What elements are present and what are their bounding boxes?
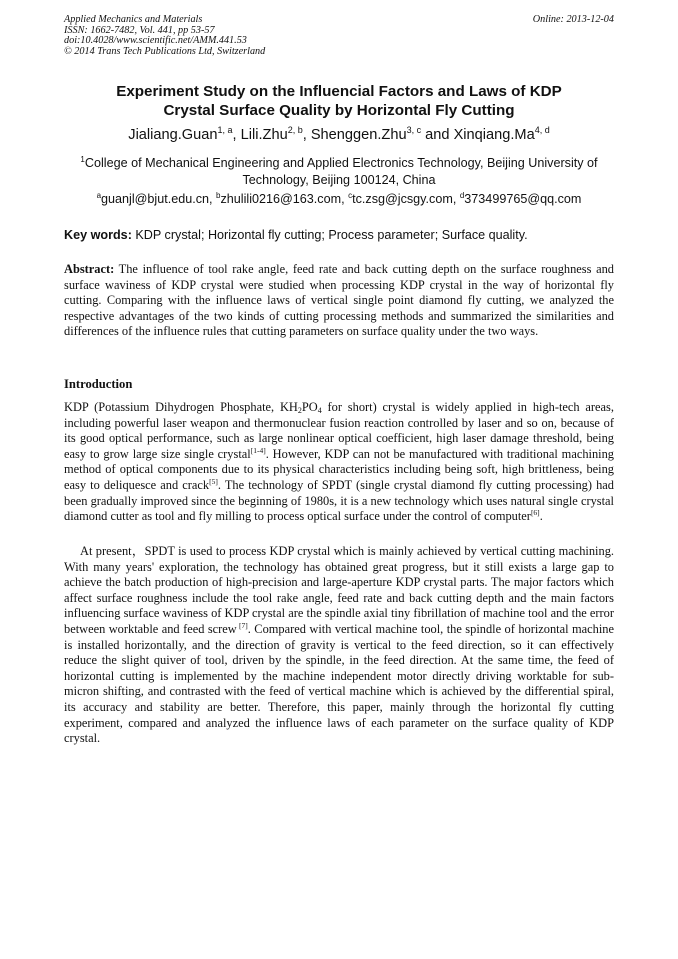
author-affiliation-marker: 4, d	[534, 125, 550, 135]
author	[454, 127, 550, 143]
author-name: Jialiang.Guan	[128, 127, 218, 143]
online-date: Online: 2013-12-04	[532, 14, 614, 25]
paper-title-line-2: Crystal Surface Quality by Horizontal Fly Cutting	[163, 102, 515, 119]
email-list	[64, 192, 614, 206]
email[interactable]: $^b$zhulili0216@163.com,	[216, 191, 349, 206]
paper-title-line-1: Experiment Study on the Influencial Factors and Laws of KDP	[116, 83, 562, 100]
keywords-label: Key words:	[64, 228, 132, 242]
author-name: Xinqiang.Ma	[453, 127, 535, 143]
author-list	[64, 127, 614, 143]
citation-ref[interactable]: [7]	[236, 620, 248, 630]
journal-name: Applied Mechanics and Materials	[64, 14, 203, 25]
email[interactable]: $^a$guanjl@bjut.edu.cn,	[96, 191, 217, 206]
copyright-line: © 2014 Trans Tech Publications Ltd, Switzerland	[64, 45, 266, 57]
citation-ref[interactable]: [5]	[209, 476, 218, 486]
issn-line: ISSN: 1662-7482, Vol. 441, pp 53-57	[64, 24, 215, 36]
intro-paragraph-2: At present，SPDT is used to process KDP crystal which is mainly achieved by vertical cutting machining. With many years' exploration, the technology has obtained great progress, but it still exists a large gap to achieve the batch production of high-precision and large-aperture KDP crystal parts. The major factors which affect surface roughness include the tool rake angle, feed rate and back cutting depth and the main factors influencing surface waviness of KDP crystal are the spindle axial tiny fibrillation of machine tool and the error between worktable and feed screw [7]. Compared with vertical machine tool, the spindle of horizontal machine is installed horizontally, and the direction of gravity is vertical to the feed direction, so it can effectively reduce the slight quiver of tool, driven by the spindle, in the feed direction. At the same time, the feed of horizontal cutting is implemented by the machine independent motor directly driving worktable for sub-micron shifting, and contrasted with the feed of vertical machine which is achieved by the differential spiral, its accuracy and stability are better. Therefore, this paper, mainly through the horizontal fly cutting experiment, compared and analyzed the influence laws of each parameter on the surface quality of KDP crystal.	[64, 544, 614, 746]
abstract-label: Abstract:	[64, 262, 115, 276]
author-affiliation-marker: 1, a	[217, 125, 233, 135]
affiliation-line-2: Technology, Beijing 100124, China	[242, 173, 436, 187]
author-separator: ,	[232, 127, 241, 143]
abstract	[64, 262, 614, 340]
citation-ref[interactable]: [1-4]	[250, 445, 266, 455]
affiliation	[64, 155, 614, 189]
email[interactable]: $^d$373499765@qq.com	[459, 191, 582, 206]
abstract-text: The influence of tool rake angle, feed rate and back cutting depth on the surface roughness and surface waviness of KDP crystal were studied when processing KDP crystal in the way of horizontal fly cutting. Comparing with the influence laws of vertical single point diamond fly cutting, we analyzed the respective advantages of the two kinds of cutting processing methods and summarized the similarities and differences of the influence rules that cutting parameters on surface quality under the two ways.	[64, 262, 614, 339]
email[interactable]: $^c$tc.zsg@jcsgy.com,	[348, 191, 460, 206]
keywords	[64, 228, 624, 242]
intro-paragraph-1: KDP (Potassium Dihydrogen Phosphate, $KH_2PO_4$ for short) crystal is widely applied in high-tech areas, including powerful laser weapon and thermonuclear fusion reaction controlled by laser and so on, because of its good optical performance, such as large nonlinear optical coefficient, high laser damage threshold, being easy to grow large size single crystal[1-4]. However, KDP can not be manufactured with traditional machining method of optical components due to its physical characteristics including being soft, high brittleness, being easy to deliquesce and crack[5]. The technology of SPDT (single crystal diamond fly cutting processing) had been gradually improved since the beginning of 1980s, it is a new technology which uses natural single crystal diamond cutter as tool and fly milling to process optical surface under the control of computer[6].	[64, 400, 614, 524]
paper-title	[64, 82, 614, 120]
author	[311, 127, 454, 143]
affiliation-marker: 1	[80, 155, 85, 164]
publication-metadata	[64, 15, 265, 57]
author-name: Shenggen.Zhu	[310, 127, 407, 143]
author-name: Lili.Zhu	[240, 127, 288, 143]
author	[128, 127, 240, 143]
author-affiliation-marker: 3, c	[406, 125, 422, 135]
section-heading-introduction: Introduction	[64, 377, 133, 391]
citation-ref[interactable]: [6]	[530, 508, 540, 518]
author-separator: and	[421, 127, 454, 143]
affiliation-line-1: $^1$College of Mechanical Engineering and Applied Electronics Technology, Beijing University of	[80, 155, 598, 170]
author	[241, 127, 311, 143]
author-separator: ,	[302, 127, 311, 143]
keywords-text: KDP crystal; Horizontal fly cutting; Process parameter; Surface quality.	[131, 228, 528, 242]
doi-line[interactable]: doi:10.4028/www.scientific.net/AMM.441.53	[64, 35, 247, 47]
author-affiliation-marker: 2, b	[287, 125, 303, 135]
